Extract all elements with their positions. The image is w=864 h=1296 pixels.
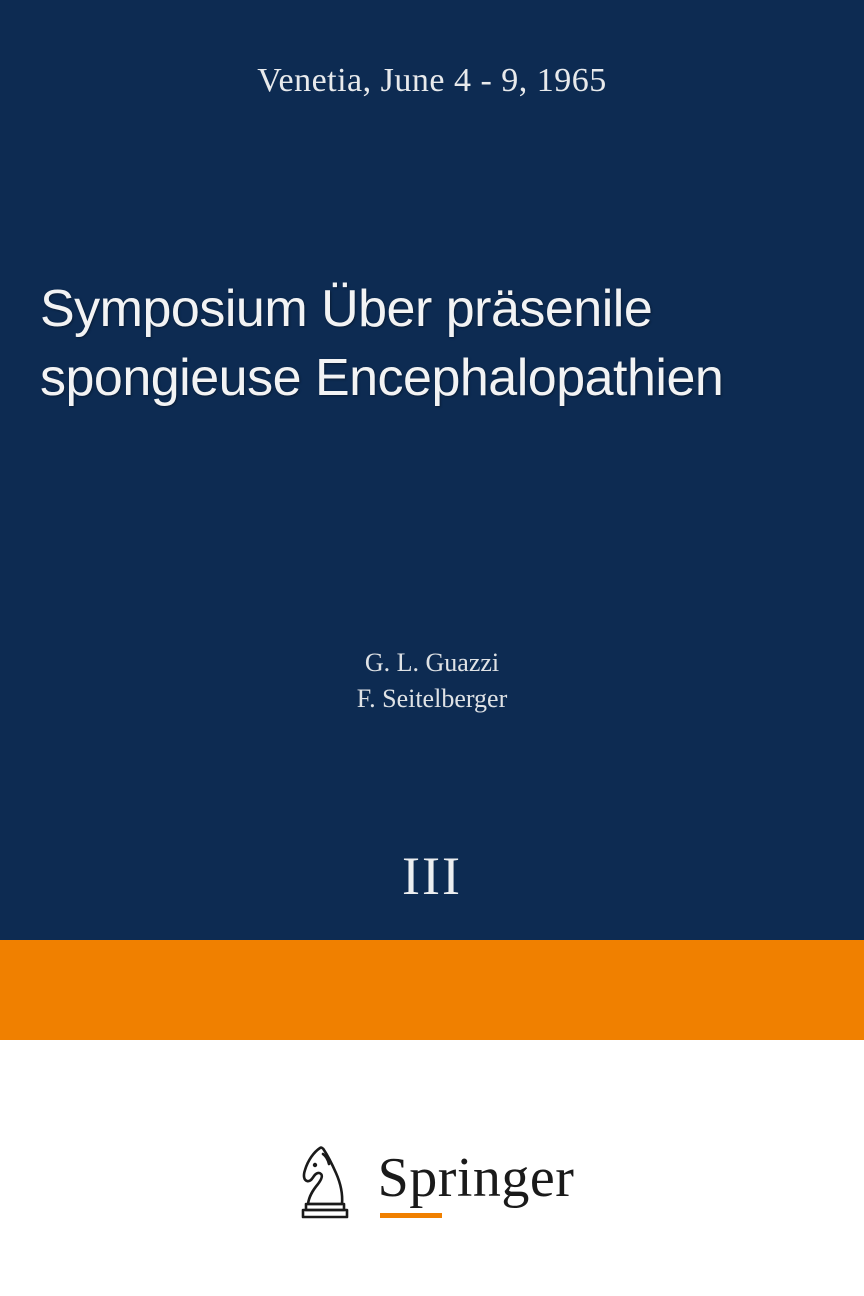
volume-number: III [402,846,462,906]
springer-underline [380,1213,442,1218]
knight-chess-piece-icon [290,1140,362,1224]
author-2: F. Seitelberger [356,683,508,713]
springer-wordmark [378,1146,575,1218]
title-line-2: spongieuse Encephalopathien [40,348,724,407]
author-list [0,645,864,717]
book-title [40,275,830,412]
author-1: G. L. Guazzi [364,648,500,677]
conference-date-location: Venetia, June 4 - 9, 1965 [257,62,607,99]
title-line-1: Symposium Über präsenile [40,280,653,338]
cover-orange-band [0,940,864,1040]
springer-logo [0,1140,864,1224]
springer-wordmark-text: Springer [377,1147,575,1209]
